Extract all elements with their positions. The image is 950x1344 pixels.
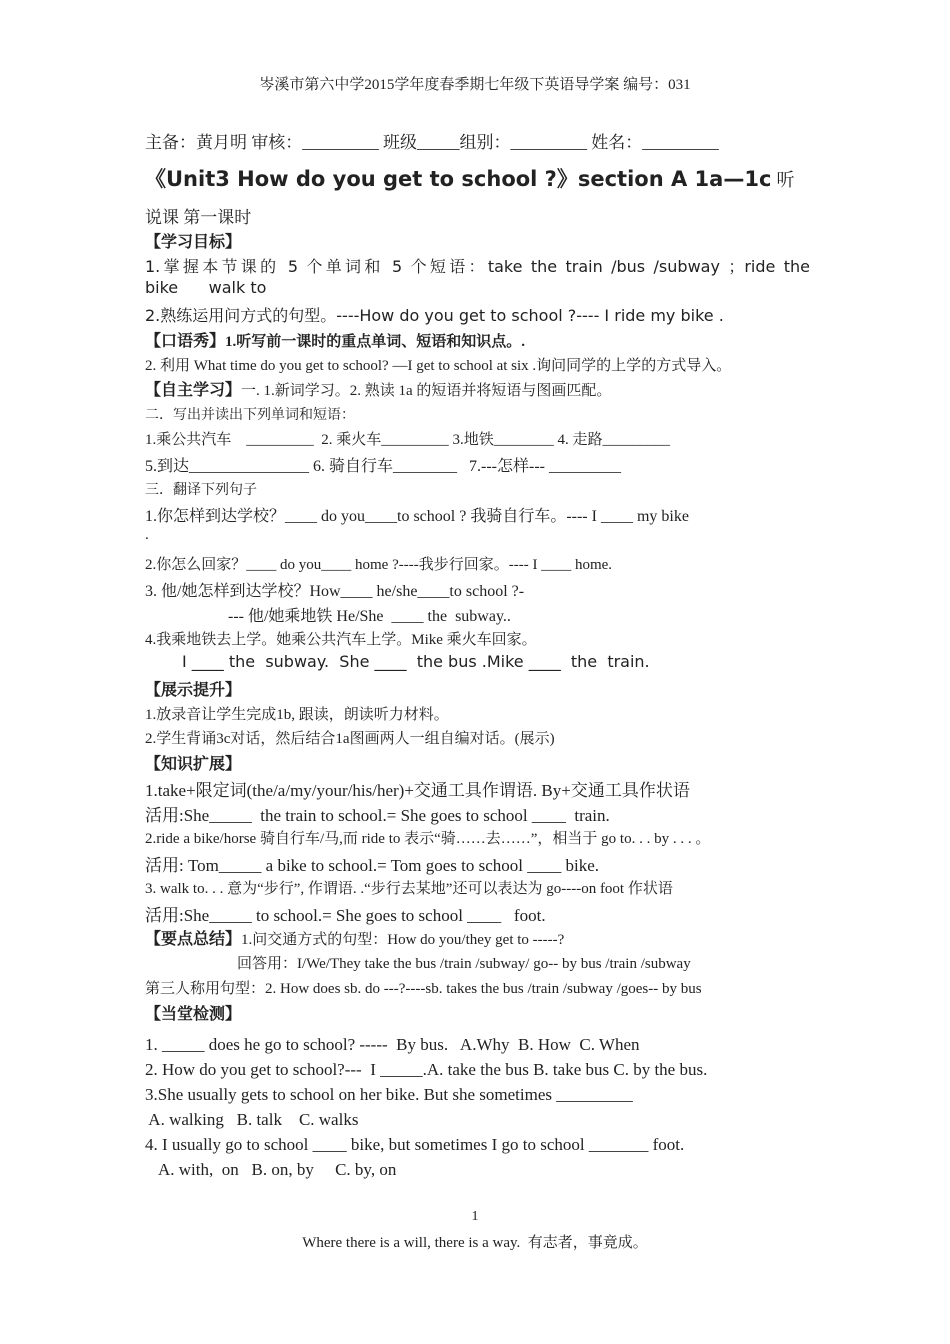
translate-line4: 4.我乘地铁去上学。她乘公共汽车上学。Mike 乘火车回家。 <box>145 632 537 648</box>
test-q2: 2. How do you get to school?--- I _____.A. take the bus B. take bus C. by the bus. <box>145 1060 708 1079</box>
summary-heading: 【要点总结】 <box>145 929 242 948</box>
ext-line3: 2.ride a bike/horse 骑自行车/马,而 ride to 表示“骑……去……”，相当于 go to. . . by . . . 。 <box>145 831 711 847</box>
ext-line4: 活用: Tom_____ a bike to school.= Tom goes to school ____ bike. <box>145 856 600 875</box>
test-q4-options: A. with, on B. on, by C. by, on <box>158 1160 397 1179</box>
translate-line1b: . <box>145 527 149 543</box>
translate-line1: 1.你怎样到达学校？____ do you____to school ? 我骑自行车。---- I ____ my bike <box>145 508 689 525</box>
title-tail: 听 <box>776 170 795 190</box>
title-main: 《Unit3 How do you get to school ?》section A 1a—1c <box>145 167 772 191</box>
summary-line3: 第三人称用句型：2. How does sb. do ---?----sb. takes the bus /train /subway /goes-- by bus <box>145 981 702 997</box>
page-header: 岑溪市第六中学2015学年度春季期七年级下英语导学案 编号：031 <box>259 77 691 93</box>
page-number: 1 <box>471 1209 479 1224</box>
show-line2: 2.学生背诵3c对话，然后结合1a图画两人一组自编对话。(展示) <box>145 731 555 747</box>
goals-line1b: bike walk to <box>145 278 267 297</box>
oral-line2: 2. 利用 What time do you get to school? —I get to school at six .询问同学的上学的方式导入。 <box>145 358 732 374</box>
translate-line2: 2.你怎么回家？____ do you____ home ?----我步行回家。---- I ____ home. <box>145 557 613 573</box>
self-line1: 一. 1.新词学习。2. 熟读 1a 的短语并将短语与图画匹配。 <box>241 383 612 399</box>
goals-heading: 【学习目标】 <box>145 232 242 251</box>
goals-line1: 1.掌握本节课的 5 个单词和 5 个短语：take the train /bus /subway ；ride the <box>145 257 810 276</box>
summary-line2: 回答用：I/We/They take the bus /train /subway/ go-- by bus /train /subway <box>237 956 691 972</box>
test-q1: 1. _____ does he go to school? ----- By bus. A.Why B. How C. When <box>145 1035 640 1054</box>
translate-line4b: I ____ the subway. She ____ the bus .Mike ____ the train. <box>182 652 650 671</box>
self-line2: 二．写出并读出下列单词和短语： <box>145 408 355 423</box>
ext-heading: 【知识扩展】 <box>145 754 242 773</box>
test-heading: 【当堂检测】 <box>145 1004 242 1023</box>
translate-heading: 三．翻译下列句子 <box>145 483 257 498</box>
self-study-section <box>145 377 810 400</box>
ext-line2: 活用:She_____ the train to school.= She goes to school ____ train. <box>145 806 610 825</box>
oral-section <box>145 328 810 351</box>
test-q3: 3.She usually gets to school on her bike. But she sometimes _________ <box>145 1085 633 1104</box>
translate-line3b: --- 他/她乘地铁 He/She ____ the subway.. <box>228 608 511 625</box>
summary-line1: 1.问交通方式的句型：How do you/they get to -----? <box>241 932 565 948</box>
test-q3-options: A. walking B. talk C. walks <box>145 1110 359 1129</box>
summary-section <box>145 926 810 949</box>
lesson-title <box>145 163 810 193</box>
oral-heading: 【口语秀】 <box>145 331 226 350</box>
self-heading: 【自主学习】 <box>145 380 242 399</box>
test-q4: 4. I usually go to school ____ bike, but sometimes I go to school _______ foot. <box>145 1135 685 1154</box>
translate-line3: 3. 他/她怎样到达学校？How____ he/she____to school ?- <box>145 583 525 600</box>
meta-line: 主备：黄月明 审核：_________ 班级_____组别：_________ 姓名：_________ <box>145 133 719 152</box>
vocab-line2: 5.到达_______________ 6. 骑自行车________ 7.---怎样--- _________ <box>145 458 621 475</box>
oral-line1: 1.听写前一课时的重点单词、短语和知识点。. <box>225 334 526 350</box>
ext-line5: 3. walk to. . . 意为“步行”, 作谓语. .“步行去某地”还可以表达为 go----on foot 作状语 <box>145 881 673 897</box>
vocab-line1: 1.乘公共汽车 _________ 2. 乘火车_________ 3.地铁________ 4. 走路_________ <box>145 432 671 448</box>
footer-motto: Where there is a will, there is a way. 有志者，事竟成。 <box>302 1235 648 1251</box>
show-line1: 1.放录音让学生完成1b, 跟读，朗读听力材料。 <box>145 707 449 723</box>
ext-line1: 1.take+限定词(the/a/my/your/his/her)+交通工具作谓语. By+交通工具作状语 <box>145 781 690 800</box>
show-heading: 【展示提升】 <box>145 680 242 699</box>
title-line2: 说课 第一课时 <box>145 208 252 227</box>
ext-line6: 活用:She_____ to school.= She goes to school ____ foot. <box>145 906 546 925</box>
goals-line2: 2.熟练运用问方式的句型。----How do you get to school ?---- I ride my bike . <box>145 306 724 325</box>
